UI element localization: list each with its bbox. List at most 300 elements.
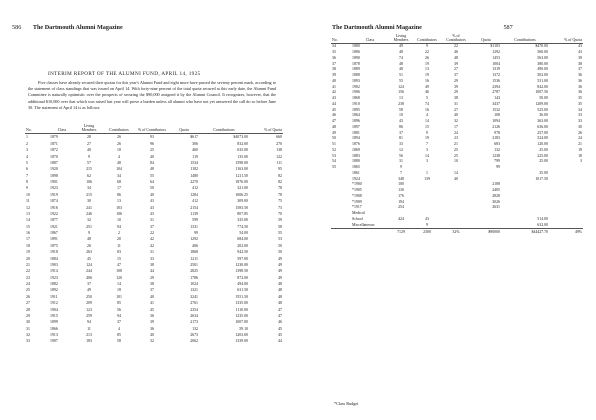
table-cell: 1913 — [50, 333, 58, 338]
table-cell: 13 — [117, 199, 121, 204]
table-cell: 1893 — [352, 78, 360, 83]
table-cell: 20 — [117, 237, 121, 242]
table-cell: 39 — [454, 61, 458, 66]
table-cell: 32 — [87, 218, 91, 223]
table-cell: 1319 — [492, 67, 500, 72]
table-cell: 563.00 — [537, 55, 548, 60]
table-cell: 1918 — [50, 250, 58, 255]
table-cell: $470.00 — [535, 44, 548, 49]
table-cell: 50 — [278, 243, 282, 248]
table-cell: 37 — [332, 61, 336, 66]
table-cell: 1209.00 — [535, 101, 548, 106]
table-cell: 257.00 — [537, 130, 548, 135]
table-cell: 24 — [578, 136, 582, 141]
table-cell: 57 — [87, 160, 91, 165]
table-cell: 34 — [117, 173, 121, 178]
table-cell: 1903 — [50, 262, 58, 267]
table-cell: 40 — [150, 333, 154, 338]
table-cell: 42 — [332, 90, 336, 95]
table-cell: 29 — [454, 90, 458, 95]
table-cell: 33 — [399, 142, 403, 147]
table-cell: 1880 — [352, 44, 360, 49]
table-cell: 25.00 — [539, 147, 548, 152]
table-cell: 1292 — [492, 50, 500, 55]
standings-table-right — [331, 34, 583, 236]
table-cell: 1006.25 — [235, 192, 248, 197]
table-cell: 40 — [150, 192, 154, 197]
table-cell: 41 — [332, 84, 336, 89]
table-cell: 31 — [399, 159, 403, 164]
table-cell: 36 — [578, 84, 582, 89]
table-cell: 111 — [276, 160, 282, 165]
table-cell: 1919 — [50, 192, 58, 197]
table-cell: 99 — [496, 165, 500, 170]
table-cell: 29 — [26, 313, 30, 318]
table-cell: 1881 — [352, 130, 360, 135]
table-cell: 2 — [118, 231, 120, 236]
table-cell: 1321 — [190, 288, 198, 293]
table-cell: 8 — [26, 180, 28, 185]
table-cell: 40 — [332, 78, 336, 83]
table-cell: 37 — [399, 130, 403, 135]
table-cell: 1912 — [50, 301, 58, 306]
table-cell: 9 — [426, 222, 428, 227]
table-cell: 632.00 — [537, 222, 548, 227]
table-cell: 96 — [150, 141, 154, 146]
table-cell: 75 — [278, 199, 282, 204]
table-cell: 1 — [426, 170, 428, 175]
table-cell: 22 — [425, 50, 429, 55]
table-cell: 36 — [150, 313, 154, 318]
table-cell: 28 — [87, 135, 91, 140]
table-cell: 32 — [26, 333, 30, 338]
table-cell: 1110.00 — [235, 307, 248, 312]
table-cell: 17 — [454, 124, 458, 129]
table-cell: 43 — [150, 199, 154, 204]
table-cell: 47 — [117, 262, 121, 267]
column-header: Quota — [169, 124, 199, 134]
column-header: % of Quota — [249, 124, 283, 134]
table-cell: 39 — [578, 55, 582, 60]
table-cell: 978 — [494, 130, 500, 135]
table-cell: 2126 — [492, 124, 500, 129]
table-cell: 100 — [398, 182, 404, 187]
table-cell: 9 — [426, 130, 428, 135]
table-cell: 1866 — [50, 326, 58, 331]
table-cell: 85 — [117, 301, 121, 306]
table-cell: 46 — [454, 50, 458, 55]
table-cell: 250 — [86, 294, 92, 299]
table-cell: 1211 — [190, 256, 198, 261]
table-cell: 46 — [425, 90, 429, 95]
table-cell: 2631 — [492, 205, 500, 210]
table-cell: 1292 — [190, 237, 198, 242]
table-cell: 494.00 — [237, 282, 248, 287]
table-cell: 29 — [150, 275, 154, 280]
table-cell: 64 — [150, 180, 154, 185]
table-cell: 43 — [150, 211, 154, 216]
table-cell: 1882 — [50, 282, 58, 287]
table-cell: 1916 — [50, 205, 58, 210]
table-cell: 50 — [150, 186, 154, 191]
table-cell: 31 — [454, 101, 458, 106]
table-cell: 48 — [150, 167, 154, 172]
table-row — [25, 338, 283, 344]
table-cell: 3026 — [492, 199, 500, 204]
table-cell: 263 — [86, 250, 92, 255]
table-cell: 94 — [87, 320, 91, 325]
table-cell: 22 — [26, 269, 30, 274]
table-cell: 45 — [332, 107, 336, 112]
total-cell — [351, 229, 389, 236]
table-cell: 48 — [278, 282, 282, 287]
table-cell: 34 — [87, 186, 91, 191]
table-cell: 13 — [26, 211, 30, 216]
column-header: Contributors — [413, 34, 441, 44]
total-cell: $90000 — [471, 229, 501, 236]
page-number-right: 587 — [503, 24, 513, 31]
table-cell: 130 — [398, 188, 404, 193]
table-cell: 106 — [86, 180, 92, 185]
table-cell: 1921 — [50, 224, 58, 229]
table-cell: 86 — [399, 124, 403, 129]
table-cell: 122 — [276, 154, 282, 159]
total-cell: 49% — [549, 229, 583, 236]
table-cell: 16 — [425, 78, 429, 83]
table-cell: 2354 — [190, 307, 198, 312]
table-cell: *1900 — [352, 182, 362, 187]
table-cell: 1887 — [50, 160, 58, 165]
table-cell: 81 — [399, 136, 403, 141]
table-cell: 49 — [278, 256, 282, 261]
table-cell: 52 — [332, 147, 336, 152]
table-cell: 68 — [117, 180, 121, 185]
table-cell: 93 — [150, 135, 154, 140]
table-cell: 1922 — [50, 211, 58, 216]
table-cell: 135.00 — [237, 154, 248, 159]
table-cell: $1103 — [490, 44, 500, 49]
table-cell: 14 — [117, 282, 121, 287]
table-cell: 1907 — [50, 339, 58, 344]
table-cell: 48 — [278, 301, 282, 306]
table-cell: $617 — [190, 135, 198, 140]
table-cell: 1024 — [190, 282, 198, 287]
table-cell: 25 — [454, 153, 458, 158]
table-cell: 406 — [192, 243, 198, 248]
table-cell: 43 — [332, 96, 336, 101]
table-cell: 40 — [150, 294, 154, 299]
table-cell: 774.50 — [237, 224, 248, 229]
table-cell: 36 — [578, 73, 582, 78]
table-cell: 38 — [150, 262, 154, 267]
table-cell: 2825 — [190, 269, 198, 274]
table-cell: 108 — [116, 269, 122, 274]
table-cell: 24 — [454, 130, 458, 135]
table-cell: 209 — [86, 301, 92, 306]
table-cell: 40 — [454, 113, 458, 118]
table-cell: 94 — [117, 224, 121, 229]
table-cell: 33 — [150, 256, 154, 261]
table-cell: 70 — [278, 211, 282, 216]
table-cell: 1923 — [50, 186, 58, 191]
table-cell: 213 — [86, 333, 92, 338]
table-cell: 1017.50 — [535, 176, 548, 181]
table-cell: 34 — [332, 44, 336, 49]
table-cell: 1870 — [50, 154, 58, 159]
table-cell: 321.00 — [237, 186, 248, 191]
table-cell: 24 — [26, 282, 30, 287]
table-cell: 104 — [116, 167, 122, 172]
table-cell: 31 — [150, 250, 154, 255]
table-cell: 380.00 — [537, 61, 548, 66]
table-cell: 15 — [26, 224, 30, 229]
table-cell: 55 — [399, 78, 403, 83]
table-cell: 19 — [26, 250, 30, 255]
table-cell: 49 — [278, 275, 282, 280]
table-cell: 1532 — [492, 107, 500, 112]
table-cell: 2394 — [492, 84, 500, 89]
footnote: *Class Budget — [334, 401, 359, 406]
table-cell: 251 — [86, 224, 92, 229]
table-cell: 1211.50 — [235, 173, 248, 178]
table-cell: 244 — [86, 269, 92, 274]
table-cell: 412 — [192, 186, 198, 191]
table-cell: 22 — [150, 231, 154, 236]
table-cell: 599 — [192, 218, 198, 223]
table-cell: 9 — [88, 231, 90, 236]
table-cell: 2062 — [190, 339, 198, 344]
table-cell: 26 — [425, 55, 429, 60]
table-cell: 259 — [86, 313, 92, 318]
table-cell: *1905 — [352, 188, 362, 193]
table-cell: 2173 — [190, 320, 198, 325]
table-cell: 215 — [86, 167, 92, 172]
table-cell: 33 — [578, 119, 582, 124]
table-cell: 37 — [150, 224, 154, 229]
table-cell: 1 — [26, 135, 28, 140]
table-cell: 1182 — [190, 167, 198, 172]
table-cell: 1480 — [190, 173, 198, 178]
table-cell: 82 — [278, 173, 282, 178]
table-cell: 3 — [426, 147, 428, 152]
table-cell: 119 — [192, 154, 198, 159]
table-cell: 47 — [278, 313, 282, 318]
table-cell: 30 — [26, 320, 30, 325]
table-cell: 59.10 — [239, 326, 248, 331]
table-cell: 50.00 — [539, 96, 548, 101]
table-cell: 26 — [87, 243, 91, 248]
table-cell: 36 — [578, 90, 582, 95]
table-cell: 27 — [26, 301, 30, 306]
table-cell: 1786 — [190, 275, 198, 280]
table-cell: 36 — [578, 78, 582, 83]
total-cell: $44427.70 — [501, 229, 549, 236]
total-cell: 2300 — [413, 229, 441, 236]
total-cell: 32% — [441, 229, 471, 236]
table-cell: 108 — [494, 113, 500, 118]
table-cell: *1908 — [352, 193, 362, 198]
table-cell: 4 — [26, 154, 28, 159]
table-cell: 1536 — [492, 78, 500, 83]
table-cell: 41 — [150, 301, 154, 306]
table-cell: 631.50 — [237, 288, 248, 293]
table-cell: 406 — [86, 275, 92, 280]
table-cell: 49 — [425, 84, 429, 89]
table-cell: 1890 — [352, 55, 360, 60]
table-cell: 1868 — [190, 250, 198, 255]
table-cell: 2154 — [190, 205, 198, 210]
table-cell: 1886 — [352, 50, 360, 55]
running-header-right — [332, 24, 513, 31]
column-header: Quota — [471, 34, 501, 44]
table-cell: 73 — [278, 205, 282, 210]
table-cell: 42 — [150, 243, 154, 248]
table-cell: 2270 — [190, 180, 198, 185]
table-cell: 43 — [150, 205, 154, 210]
table-cell: 1453 — [492, 55, 500, 60]
table-cell: 37 — [87, 282, 91, 287]
table-cell: 1163.00 — [235, 167, 248, 172]
table-cell: 54.00 — [239, 231, 248, 236]
table-cell: 1920 — [50, 167, 58, 172]
table-cell: 74 — [425, 101, 429, 106]
table-cell: 35 — [578, 96, 582, 101]
table-cell: 597.00 — [237, 256, 248, 261]
table-cell: 46 — [332, 113, 336, 118]
table-cell: 33 — [26, 339, 30, 344]
table-cell: 1888 — [352, 73, 360, 78]
table-cell: 183 — [86, 339, 92, 344]
table-cell: 58 — [278, 224, 282, 229]
table-cell: 78 — [278, 186, 282, 191]
table-cell: 531.00 — [537, 78, 548, 83]
table-cell: 5 — [426, 96, 428, 101]
table-cell: 514.00 — [537, 216, 548, 221]
table-cell: 3241 — [190, 294, 198, 299]
table-row — [25, 134, 283, 141]
table-cell: 560.00 — [537, 50, 548, 55]
table-cell: 44 — [332, 101, 336, 106]
table-cell: 4 — [426, 113, 428, 118]
column-header: Contributions — [199, 124, 249, 134]
table-cell: 48 — [117, 160, 121, 165]
table-cell: School — [352, 216, 363, 221]
table-cell: 26 — [117, 141, 121, 146]
table-cell: 1871 — [50, 141, 58, 146]
table-cell: 27 — [454, 67, 458, 72]
table-cell: 11 — [87, 326, 91, 331]
table-cell: 6 — [26, 167, 28, 172]
table-cell: 832.00 — [237, 141, 248, 146]
table-cell: 10 — [117, 148, 121, 153]
report-title: INTERIM REPORT OF THE ALUMNI FUND, APRIL 14, 1925 — [48, 71, 201, 77]
table-cell: 33 — [578, 113, 582, 118]
table-cell: 37 — [150, 288, 154, 293]
table-cell: 502.00 — [537, 73, 548, 78]
table-cell: 49 — [87, 288, 91, 293]
table-cell: 1865 — [352, 165, 360, 170]
table-cell: 799 — [494, 159, 500, 164]
table-cell: 202.00 — [237, 243, 248, 248]
table-cell: 872.00 — [237, 275, 248, 280]
table-cell: 1867 — [50, 231, 58, 236]
table-cell: 16 — [425, 107, 429, 112]
table-cell: 74 — [399, 55, 403, 60]
table-cell: 1897 — [352, 124, 360, 129]
table-cell: 21 — [454, 142, 458, 147]
column-header: Contributors — [103, 124, 135, 134]
table-cell: 156 — [398, 90, 404, 95]
table-cell: 1894 — [352, 136, 360, 141]
table-cell: 635.00 — [237, 148, 248, 153]
table-cell: 45 — [87, 256, 91, 261]
table-cell: 124 — [398, 84, 404, 89]
table-cell: 14 — [26, 218, 30, 223]
table-cell: 1007.00 — [235, 320, 248, 325]
table-cell: 132 — [192, 326, 198, 331]
table-cell: 19 — [425, 136, 429, 141]
running-title-right: The Dartmouth Alumni Magazine — [332, 24, 422, 31]
table-cell: 1892 — [50, 288, 58, 293]
table-cell: 40 — [454, 176, 458, 181]
table-cell: 10 — [117, 218, 121, 223]
table-cell: 48 — [399, 50, 403, 55]
table-cell: 56 — [117, 307, 121, 312]
table-cell: 270 — [276, 141, 282, 146]
table-cell: 31 — [26, 326, 30, 331]
table-cell: 7 — [400, 170, 402, 175]
table-cell: 3437 — [492, 101, 500, 106]
table-cell: Miscellaneous — [352, 222, 375, 227]
totals-row — [331, 229, 583, 236]
table-cell: 1872 — [50, 148, 58, 153]
table-cell: 27 — [87, 141, 91, 146]
table-cell: 1007.50 — [535, 90, 548, 95]
table-cell: 48 — [278, 288, 282, 293]
table-cell: 10 — [454, 159, 458, 164]
table-cell: 19 — [578, 147, 582, 152]
table-cell: 1878 — [352, 61, 360, 66]
table-cell: 490.00 — [537, 67, 548, 72]
table-cell: 1876.00 — [235, 180, 248, 185]
table-cell: 11 — [117, 243, 121, 248]
table-cell: 31 — [150, 218, 154, 223]
table-cell: 56 — [399, 153, 403, 158]
table-cell: 1911 — [50, 294, 58, 299]
table-cell: 35 — [332, 50, 336, 55]
table-cell: 14 — [425, 119, 429, 124]
table-cell: 306 — [192, 141, 198, 146]
table-cell: 26 — [578, 130, 582, 135]
table-cell: 45 — [278, 326, 282, 331]
table-cell: 39 — [454, 84, 458, 89]
table-cell: 25.00 — [539, 159, 548, 164]
table-cell: 1004 — [492, 61, 500, 66]
table-cell: 138 — [276, 148, 282, 153]
table-cell: 1861 — [352, 170, 360, 175]
table-cell: 1876 — [352, 142, 360, 147]
table-cell: 15 — [425, 124, 429, 129]
table-cell: 26 — [26, 294, 30, 299]
table-cell: 49 — [278, 269, 282, 274]
column-header: % of Contributors — [135, 124, 169, 134]
table-cell: 1880 — [352, 159, 360, 164]
table-cell: 1235.00 — [235, 313, 248, 318]
table-header-row — [25, 124, 283, 134]
table-cell: 636.00 — [537, 124, 548, 129]
table-cell: 1891 — [50, 237, 58, 242]
table-cell: 807.85 — [237, 211, 248, 216]
